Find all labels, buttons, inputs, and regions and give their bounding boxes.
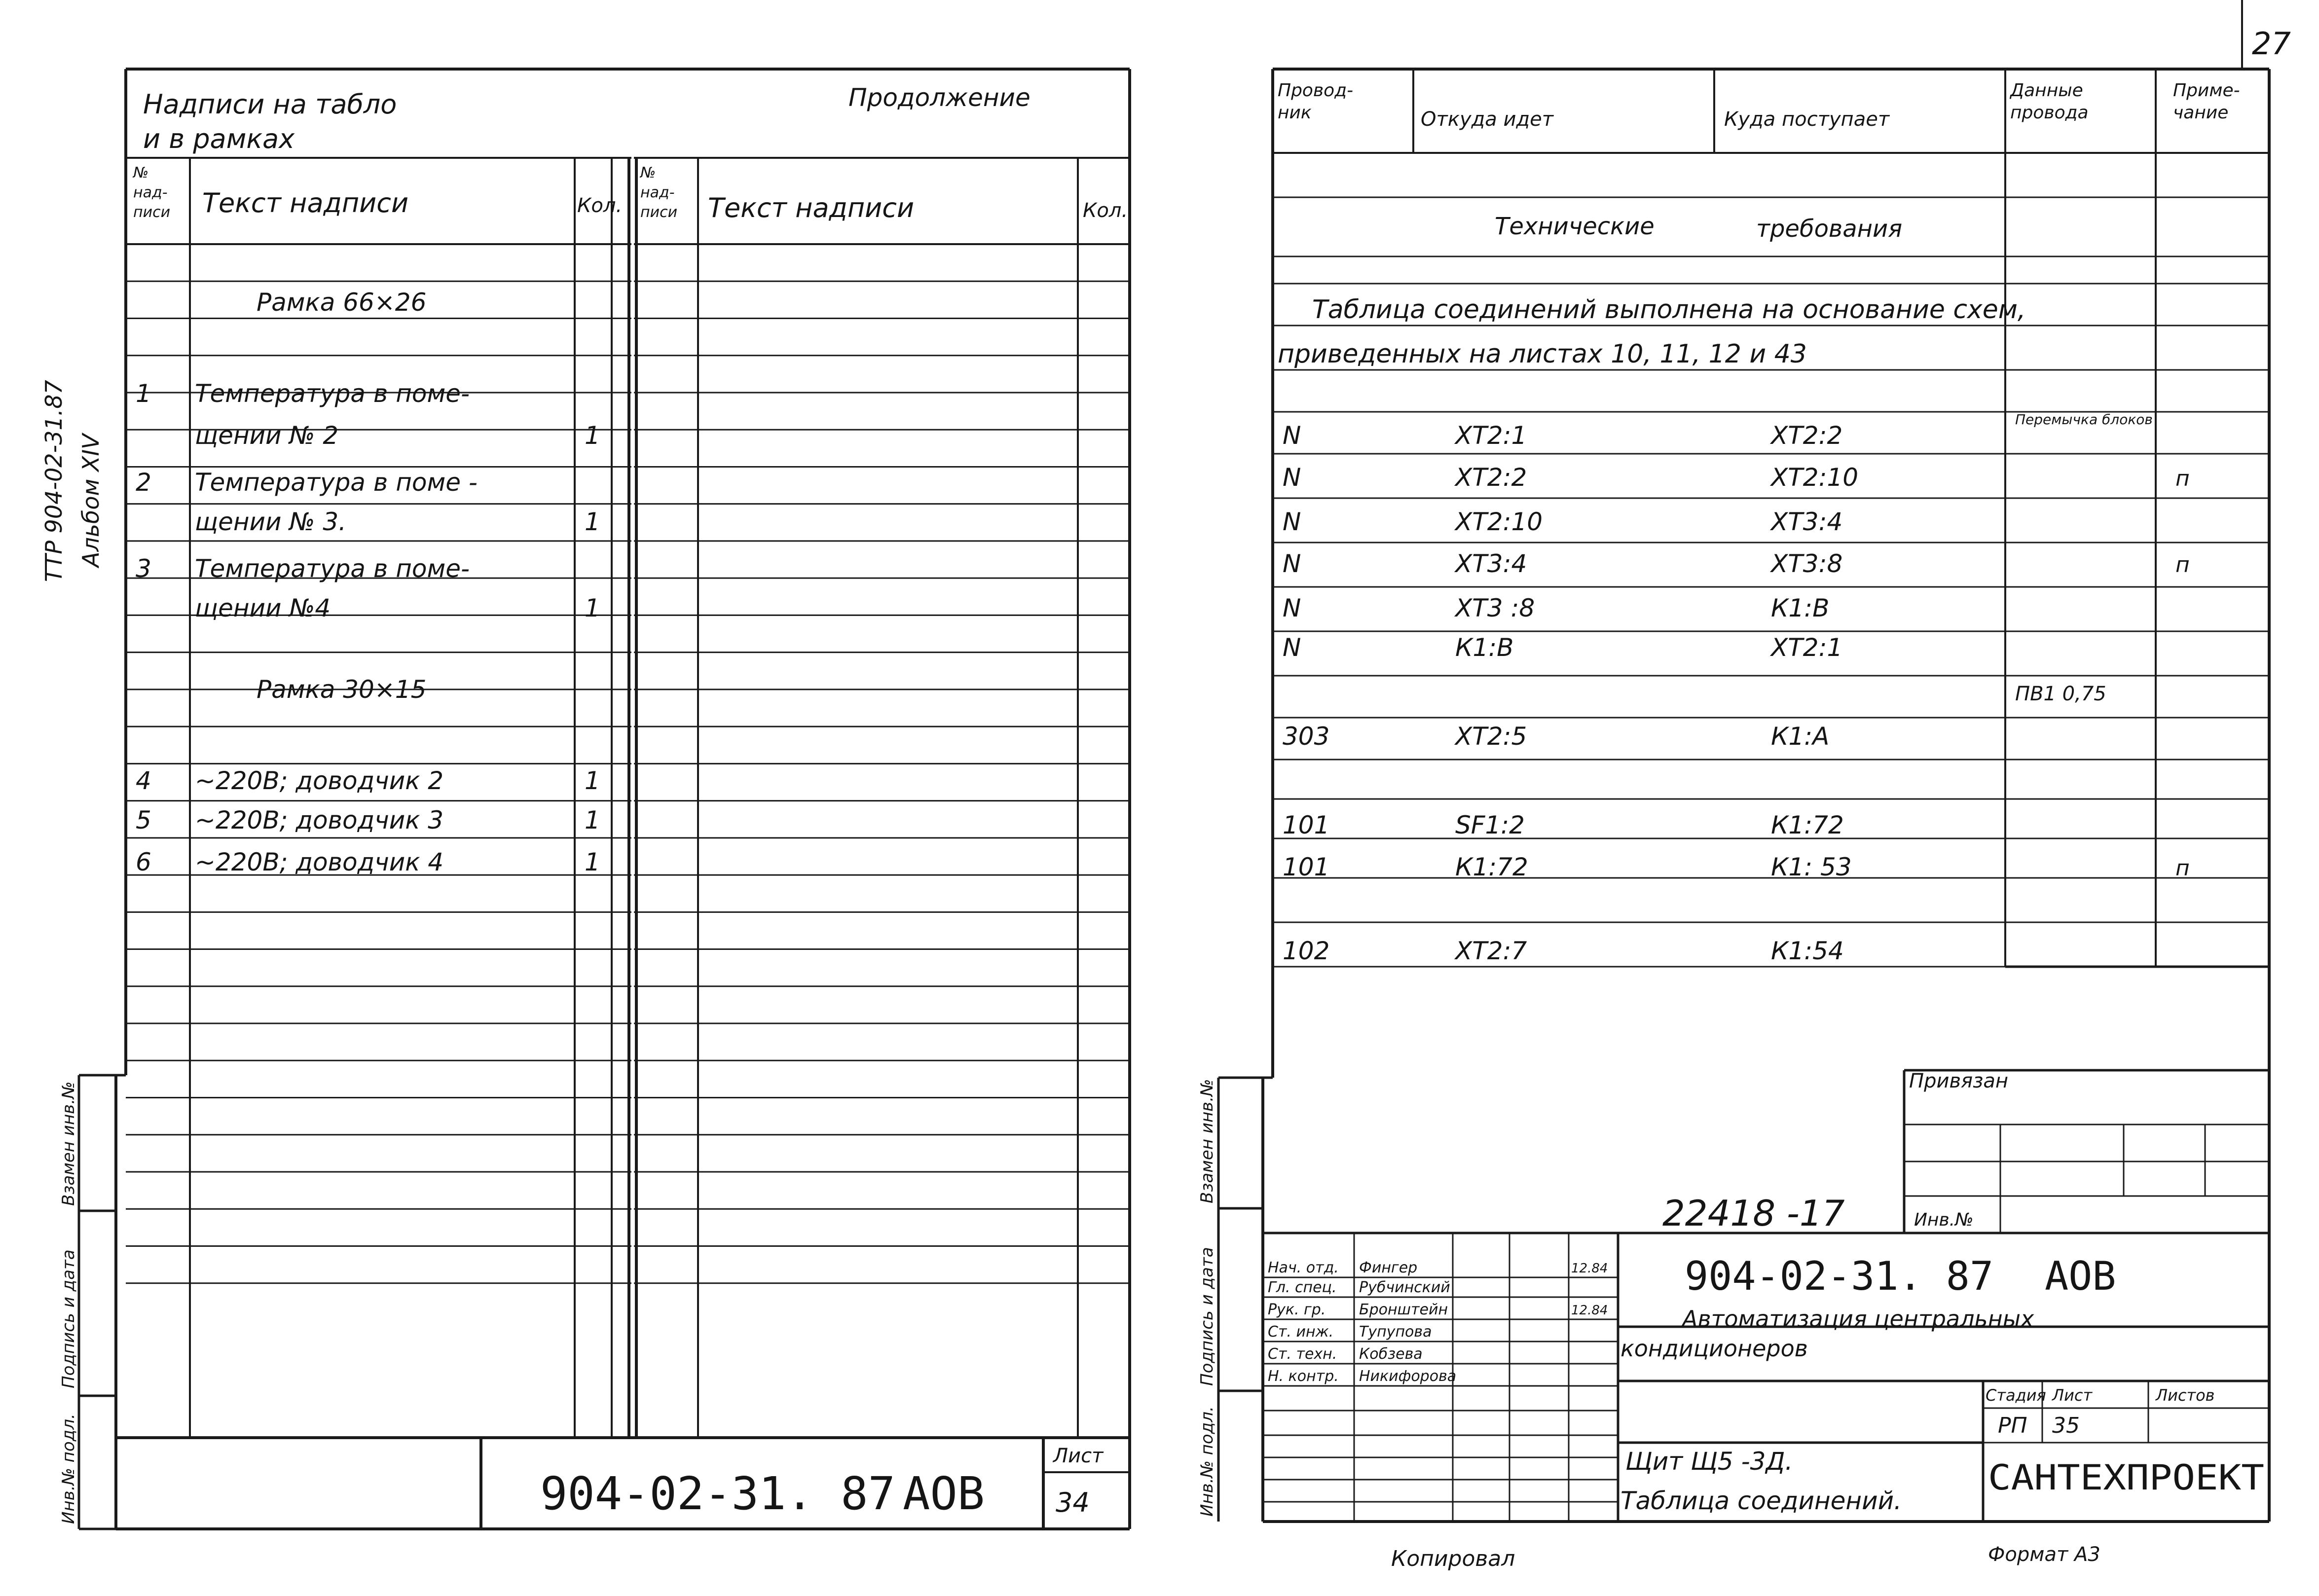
right-side-stamp bbox=[1218, 1078, 1273, 1522]
left-row-num: 6 bbox=[136, 848, 151, 876]
right-row-from: К1:72 bbox=[1455, 853, 1528, 881]
left-sheet-label: Лист bbox=[1053, 1445, 1104, 1467]
left-row-text: ~220В; доводчик 3 bbox=[195, 806, 444, 834]
signature-role: Ст. инж. bbox=[1268, 1323, 1334, 1341]
signature-role: Гл. спец. bbox=[1268, 1279, 1337, 1296]
stamp-title-2: кондиционеров bbox=[1620, 1335, 1808, 1362]
right-row-note: п bbox=[2175, 856, 2190, 881]
right-row-from: ХТ2:2 bbox=[1455, 463, 1527, 492]
left-table-rows bbox=[136, 288, 600, 876]
right-row-to: ХТ2:1 bbox=[1771, 633, 1843, 662]
stamp-stage: РП bbox=[1998, 1413, 2027, 1438]
right-row-data: Перемычка блоков bbox=[2015, 411, 2153, 428]
left-stamp-replace bbox=[59, 1082, 78, 1206]
stamp-sheet-title-2: Таблица соединений. bbox=[1620, 1487, 1902, 1515]
right-row-wire: 102 bbox=[1283, 937, 1330, 965]
stamp-stage-label: Стадия bbox=[1986, 1386, 2046, 1405]
left-h-num-1: № bbox=[133, 164, 149, 181]
rh-wire-2: ник bbox=[1278, 103, 1312, 123]
right-stamp-sign-label: Подпись и дата bbox=[1197, 1247, 1217, 1386]
footer-copied: Копировал bbox=[1391, 1546, 1515, 1571]
right-stamp-replace bbox=[1197, 1079, 1217, 1203]
right-row-from: ХТ3:4 bbox=[1455, 549, 1527, 578]
stamp-sheet-label: Лист bbox=[2052, 1386, 2093, 1405]
left-stamp-sign-label: Подпись и дата bbox=[59, 1249, 78, 1388]
left-row-num: 2 bbox=[136, 468, 151, 497]
left-side-stamp bbox=[79, 1075, 126, 1529]
stamp-sheet-title-1: Щит Щ5 -3Д. bbox=[1625, 1447, 1793, 1476]
signature-role: Рук. гр. bbox=[1268, 1301, 1326, 1318]
left-row-qty: 1 bbox=[585, 421, 600, 450]
rh-note-1: Приме- bbox=[2173, 80, 2240, 101]
rh-to: Куда поступает bbox=[1724, 108, 1890, 131]
right-stamp-sign bbox=[1197, 1247, 1217, 1386]
left-row-qty: 1 bbox=[585, 766, 600, 795]
side-text-series-label: ТТР 904-02-31.87 bbox=[40, 380, 67, 582]
signature-role: Нач. отд. bbox=[1268, 1259, 1339, 1276]
right-row-wire: N bbox=[1283, 421, 1301, 450]
left-row-text: Температура в поме- bbox=[195, 554, 470, 583]
right-row-from: ХТ2:5 bbox=[1455, 722, 1527, 751]
rh-from: Откуда идет bbox=[1421, 108, 1554, 131]
signature-role: Н. контр. bbox=[1268, 1368, 1339, 1385]
left-h-num-3: писи bbox=[133, 204, 171, 221]
note-line-1: Таблица соединений выполнена на основание схем, bbox=[1312, 295, 2026, 325]
right-row-note: п bbox=[2175, 466, 2190, 491]
right-row-to: ХТ2:2 bbox=[1771, 421, 1843, 450]
right-stamp-replace-label: Взамен инв.№ bbox=[1197, 1079, 1217, 1203]
right-row-from: ХТ2:10 bbox=[1455, 508, 1543, 536]
left-row-text: ~220В; доводчик 4 bbox=[195, 848, 444, 876]
right-row-to: ХТ3:4 bbox=[1771, 508, 1843, 536]
right-row-to: К1:В bbox=[1771, 594, 1830, 622]
left-row-num: 5 bbox=[136, 806, 151, 834]
right-row-wire: 303 bbox=[1283, 722, 1330, 751]
left-row-qty: 1 bbox=[585, 594, 600, 622]
right-row-wire: N bbox=[1283, 508, 1301, 536]
left-sheet-number: 34 bbox=[1056, 1487, 1090, 1518]
right-row-wire: N bbox=[1283, 633, 1301, 662]
signature-name: Бронштейн bbox=[1359, 1301, 1448, 1318]
right-h-qty: Кол. bbox=[1083, 199, 1128, 222]
right-row-wire: 101 bbox=[1283, 853, 1330, 881]
left-row-text: Температура в поме- bbox=[195, 379, 470, 408]
side-text-series bbox=[40, 380, 67, 582]
right-row-wire: 101 bbox=[1283, 811, 1330, 839]
right-row-to: ХТ2:10 bbox=[1771, 463, 1859, 492]
left-row-text: ~220В; доводчик 2 bbox=[195, 766, 444, 795]
left-stamp-inv-label: Инв.№ подл. bbox=[59, 1414, 78, 1524]
footer-format: Формат А3 bbox=[1988, 1543, 2100, 1566]
left-h-qty: Кол. bbox=[577, 194, 623, 217]
left-doc-suffix: АОВ bbox=[903, 1467, 985, 1520]
stamp-inv-label: Инв.№ bbox=[1914, 1210, 1974, 1230]
left-row-num: 3 bbox=[136, 554, 151, 583]
stamp-sheet: 35 bbox=[2052, 1413, 2080, 1438]
right-h-text: Текст надписи bbox=[708, 192, 915, 223]
left-row-qty: 1 bbox=[585, 508, 600, 536]
left-h-num-2: над- bbox=[133, 184, 168, 201]
stamp-privyazan: Привязан bbox=[1909, 1070, 2009, 1092]
tech-req-2: требования bbox=[1756, 215, 1903, 243]
right-row-from: ХТ3 :8 bbox=[1455, 594, 1535, 622]
left-stamp-replace-label: Взамен инв.№ bbox=[59, 1081, 78, 1206]
right-row-note: п bbox=[2175, 552, 2190, 578]
left-row-text: Рамка 30×15 bbox=[257, 675, 427, 704]
right-row-from: ХТ2:7 bbox=[1455, 937, 1527, 965]
right-stamp-inv bbox=[1197, 1406, 1217, 1517]
signature-role: Ст. техн. bbox=[1268, 1345, 1337, 1363]
right-row-data: ПВ1 0,75 bbox=[2015, 683, 2106, 705]
right-row-from: SF1:2 bbox=[1455, 811, 1525, 839]
right-row-to: К1: 53 bbox=[1771, 853, 1852, 881]
left-row-qty: 1 bbox=[585, 806, 600, 834]
right-row-to: ХТ3:8 bbox=[1771, 549, 1843, 578]
stamp-doc-suffix: АОВ bbox=[2045, 1253, 2116, 1299]
stamp-title-1: Автоматизация центральных bbox=[1682, 1306, 2034, 1332]
right-table-rows bbox=[1283, 411, 2190, 965]
left-row-num: 1 bbox=[136, 379, 151, 408]
rh-data-1: Данные bbox=[2010, 80, 2083, 101]
page-number: 27 bbox=[2252, 26, 2291, 62]
left-row-text: щении № 2 bbox=[195, 421, 339, 450]
right-h-num-1: № bbox=[640, 164, 656, 181]
side-text-album bbox=[77, 432, 104, 569]
signature-name: Кобзева bbox=[1359, 1345, 1423, 1363]
signature-name: Никифорова bbox=[1359, 1368, 1457, 1385]
left-row-text: Температура в поме - bbox=[195, 468, 478, 497]
right-title-block bbox=[1263, 967, 2269, 1522]
left-title-line1: Надписи на табло bbox=[143, 89, 397, 120]
continuation-label: Продолжение bbox=[848, 83, 1031, 112]
rh-note-2: чание bbox=[2173, 103, 2229, 123]
right-row-wire: N bbox=[1283, 463, 1301, 492]
left-stamp-sign bbox=[59, 1249, 78, 1388]
right-row-to: К1:А bbox=[1771, 722, 1830, 751]
left-title-line2: и в рамках bbox=[143, 123, 295, 154]
note-line-2: приведенных на листах 10, 11, 12 и 43 bbox=[1278, 339, 1807, 369]
stamp-org: САНТЕХПРОЕКТ bbox=[1988, 1457, 2264, 1498]
right-h-num-3: писи bbox=[640, 204, 678, 221]
left-h-text: Текст надписи bbox=[202, 187, 409, 218]
left-row-text: щении №4 bbox=[195, 594, 331, 622]
right-row-from: ХТ2:1 bbox=[1455, 421, 1527, 450]
right-h-num-2: над- bbox=[640, 184, 675, 201]
tech-req-1: Технические bbox=[1495, 213, 1655, 240]
stamp-doc-code: 904-02-31. 87 bbox=[1685, 1253, 1994, 1299]
signature-name: Фингер bbox=[1359, 1259, 1418, 1276]
rh-wire-1: Провод- bbox=[1278, 80, 1354, 101]
right-row-wire: N bbox=[1283, 594, 1301, 622]
left-row-num: 4 bbox=[136, 766, 151, 795]
stamp-sheets-label: Листов bbox=[2156, 1386, 2215, 1405]
signature-name: Рубчинский bbox=[1359, 1279, 1450, 1296]
left-row-text: щении № 3. bbox=[195, 508, 347, 536]
stamp-inv-number: 22418 -17 bbox=[1662, 1193, 1845, 1234]
side-text-album-label: Альбом XIV bbox=[77, 434, 104, 567]
right-row-to: К1:54 bbox=[1771, 937, 1844, 965]
right-row-from: К1:В bbox=[1455, 633, 1514, 662]
left-row-text: Рамка 66×26 bbox=[257, 288, 427, 317]
right-row-wire: N bbox=[1283, 549, 1301, 578]
right-stamp-inv-label: Инв.№ подл. bbox=[1197, 1406, 1217, 1517]
right-row-to: К1:72 bbox=[1771, 811, 1844, 839]
left-doc-code: 904-02-31. 87 bbox=[540, 1467, 896, 1520]
signature-date: 12.84 bbox=[1571, 1303, 1608, 1318]
signature-name: Тупупова bbox=[1359, 1323, 1432, 1341]
signature-date: 12.84 bbox=[1571, 1261, 1608, 1276]
left-row-qty: 1 bbox=[585, 848, 600, 876]
left-stamp-inv bbox=[59, 1414, 78, 1524]
rh-data-2: провода bbox=[2010, 103, 2089, 123]
